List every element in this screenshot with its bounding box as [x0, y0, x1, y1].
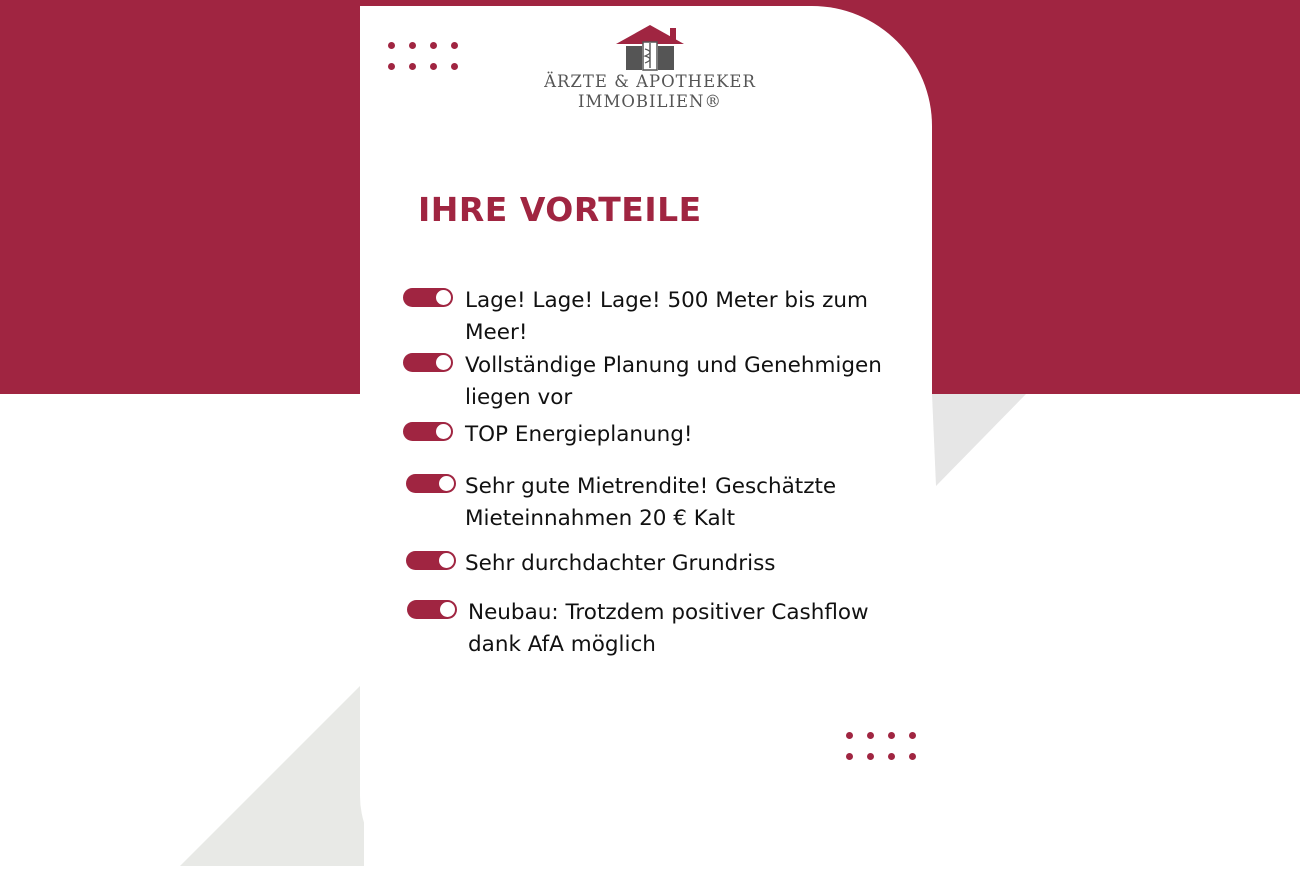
list-item [403, 419, 915, 451]
toggle-on-icon [406, 474, 456, 493]
list-item [403, 350, 915, 414]
toggle-on-icon [406, 551, 456, 570]
page-title: IHRE VORTEILE [418, 190, 702, 229]
list-item-text: Vollständige Planung und Genehmigen liegen vor [465, 353, 882, 410]
list-item [403, 285, 915, 349]
list-item-text: Sehr durchdachter Grundriss [465, 551, 776, 576]
list-item [406, 548, 915, 580]
toggle-on-icon [407, 600, 457, 619]
toggle-on-icon [403, 422, 453, 441]
company-logo [540, 22, 760, 112]
list-item [407, 597, 918, 661]
list-item-text: Lage! Lage! Lage! 500 Meter bis zum Meer! [465, 288, 868, 345]
toggle-on-icon [403, 353, 453, 372]
decorative-dots-top [388, 42, 458, 70]
list-item [406, 471, 915, 535]
logo-text-line1: ÄRZTE & APOTHEKER [544, 72, 756, 91]
list-item-text: TOP Energieplanung! [465, 422, 693, 447]
decorative-dots-bottom [846, 732, 916, 760]
house-caduceus-icon [614, 22, 686, 72]
logo-text-line2: IMMOBILIEN® [578, 92, 722, 111]
toggle-on-icon [403, 288, 453, 307]
list-item-text: Sehr gute Mietrendite! Geschätzte Mieteinnahmen 20 € Kalt [465, 474, 837, 531]
list-item-text: Neubau: Trotzdem positiver Cashflow dank AfA möglich [468, 600, 869, 657]
